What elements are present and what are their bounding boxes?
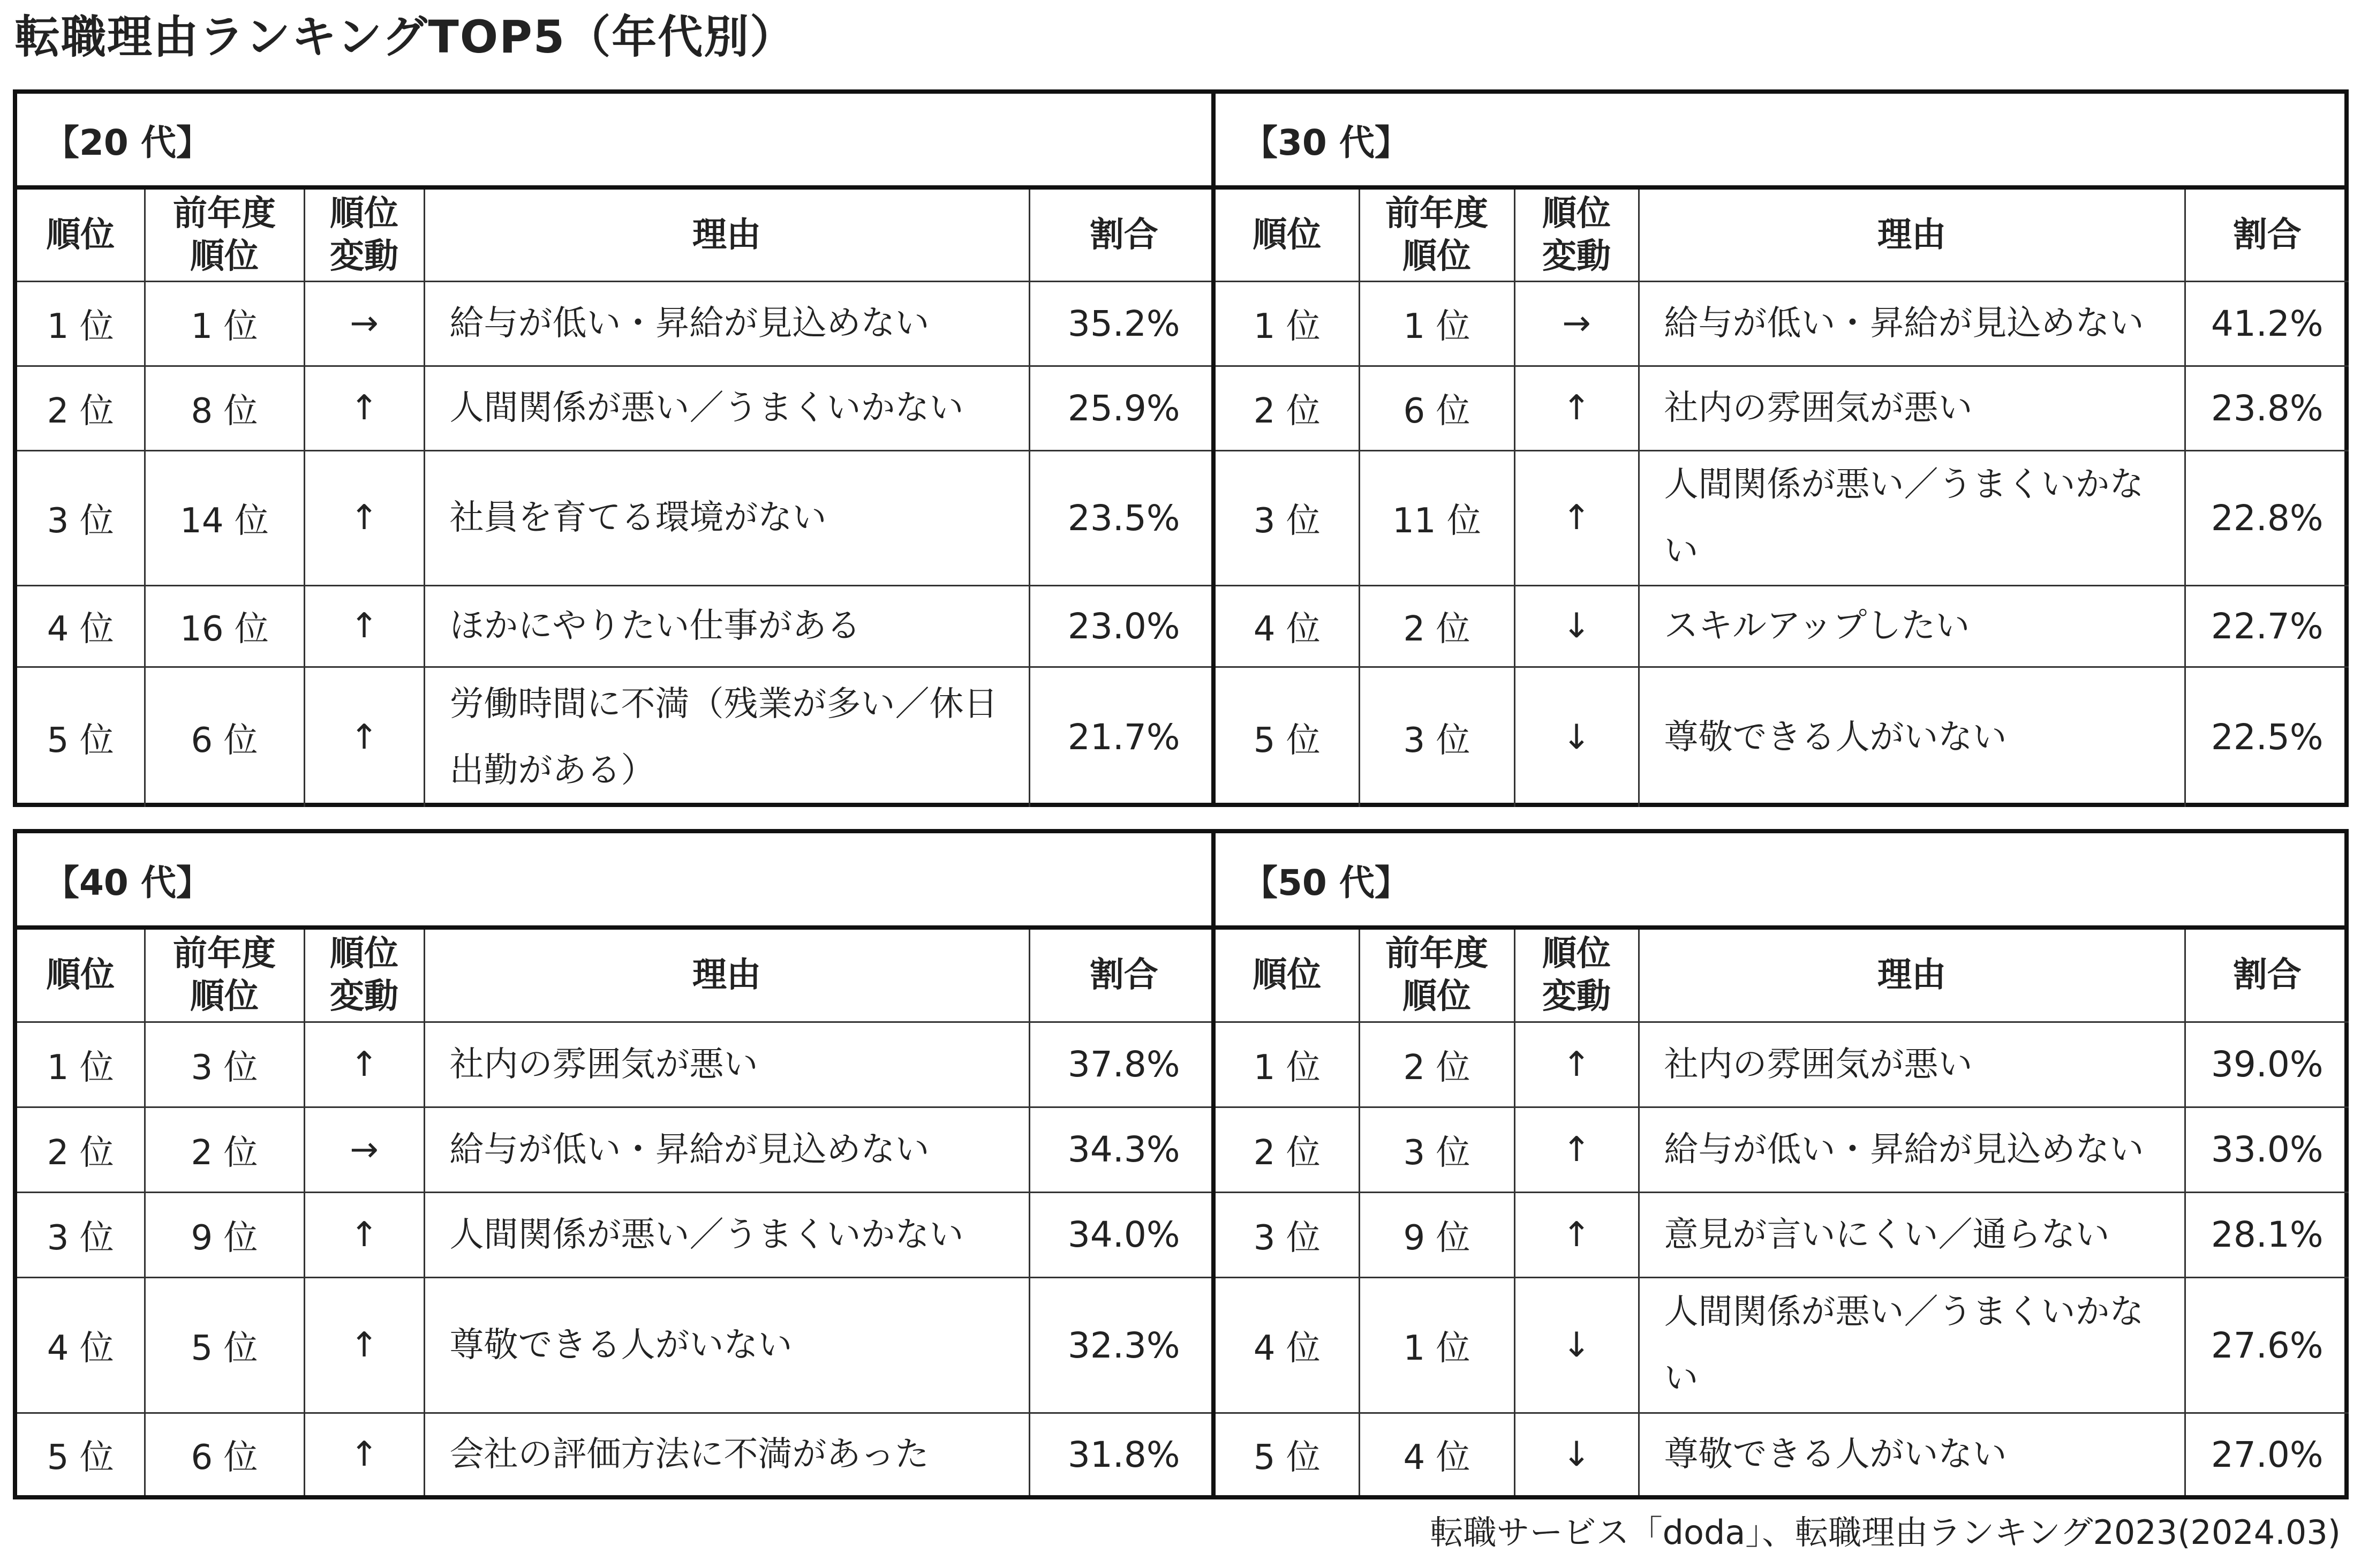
- rank-cell: 2 位: [17, 366, 145, 450]
- header-rank: 順位: [17, 187, 145, 281]
- prev-rank-cell: 1 位: [1359, 1277, 1514, 1413]
- header-rank-change: 順位 変動: [304, 928, 424, 1022]
- ranking-table: [17, 833, 1218, 1495]
- prev-rank-cell: 3 位: [1359, 667, 1514, 807]
- prev-rank-cell: 8 位: [145, 366, 304, 450]
- header-rank: 順位: [17, 928, 145, 1022]
- prev-rank-cell: 11 位: [1359, 450, 1514, 585]
- prev-rank-cell: 6 位: [1359, 366, 1514, 450]
- reason-cell: 給与が低い・昇給が見込めない: [1639, 281, 2185, 366]
- rank-change-arrow: ↑: [304, 667, 424, 807]
- rate-cell: 23.0%: [1029, 585, 1218, 667]
- header-prev-rank: 前年度 順位: [145, 928, 304, 1022]
- rank-change-arrow: ↓: [1514, 1277, 1639, 1413]
- prev-rank-cell: 3 位: [145, 1022, 304, 1107]
- prev-rank-cell: 1 位: [145, 281, 304, 366]
- rank-cell: 1 位: [17, 281, 145, 366]
- reason-cell: 給与が低い・昇給が見込めない: [424, 281, 1029, 366]
- rate-cell: 21.7%: [1029, 667, 1218, 807]
- reason-cell: ほかにやりたい仕事がある: [424, 585, 1029, 667]
- reason-cell: 尊敬できる人がいない: [1639, 667, 2185, 807]
- header-rank: 順位: [1216, 928, 1359, 1022]
- source-note: 転職サービス「doda」、転職理由ランキング2023(2024.03): [1430, 1513, 2341, 1552]
- rate-cell: 41.2%: [2185, 281, 2349, 366]
- table-row: [1216, 1413, 2349, 1495]
- rank-change-arrow: ↑: [304, 1022, 424, 1107]
- header-rank-change: 順位 変動: [1514, 928, 1639, 1022]
- table-row: [17, 1413, 1218, 1495]
- ranking-panel: [13, 89, 1218, 807]
- column-header-row: [1216, 928, 2349, 1022]
- table-row: [1216, 366, 2349, 450]
- prev-rank-cell: 2 位: [145, 1107, 304, 1192]
- rate-cell: 32.3%: [1029, 1277, 1218, 1413]
- prev-rank-cell: 9 位: [1359, 1192, 1514, 1277]
- prev-rank-cell: 3 位: [1359, 1107, 1514, 1192]
- reason-cell: 労働時間に不満（残業が多い／休日出勤がある）: [424, 667, 1029, 807]
- age-group-label: 【40 代】: [17, 833, 1218, 928]
- prev-rank-cell: 1 位: [1359, 281, 1514, 366]
- column-header-row: [17, 187, 1218, 281]
- rank-cell: 1 位: [17, 1022, 145, 1107]
- ranking-table: [1216, 94, 2349, 807]
- reason-cell: スキルアップしたい: [1639, 585, 2185, 667]
- header-rate: 割合: [2185, 187, 2349, 281]
- reason-cell: 尊敬できる人がいない: [424, 1277, 1029, 1413]
- rank-cell: 3 位: [17, 1192, 145, 1277]
- table-row: [17, 1192, 1218, 1277]
- age-group-label: 【30 代】: [1216, 94, 2349, 187]
- reason-cell: 人間関係が悪い／うまくいかない: [424, 1192, 1029, 1277]
- prev-rank-cell: 9 位: [145, 1192, 304, 1277]
- rank-change-arrow: ↑: [1514, 366, 1639, 450]
- rank-change-arrow: ↑: [1514, 1192, 1639, 1277]
- rank-change-arrow: →: [304, 1107, 424, 1192]
- table-row: [17, 366, 1218, 450]
- age-group-label: 【20 代】: [17, 94, 1218, 187]
- table-row: [17, 585, 1218, 667]
- rank-cell: 2 位: [1216, 366, 1359, 450]
- reason-cell: 給与が低い・昇給が見込めない: [424, 1107, 1029, 1192]
- prev-rank-cell: 14 位: [145, 450, 304, 585]
- reason-cell: 会社の評価方法に不満があった: [424, 1413, 1029, 1495]
- rank-change-arrow: ↓: [1514, 667, 1639, 807]
- ranking-panel: [13, 829, 1218, 1499]
- rank-change-arrow: →: [1514, 281, 1639, 366]
- rank-change-arrow: ↑: [304, 1277, 424, 1413]
- reason-cell: 社内の雰囲気が悪い: [1639, 366, 2185, 450]
- prev-rank-cell: 5 位: [145, 1277, 304, 1413]
- table-row: [17, 1022, 1218, 1107]
- rank-cell: 5 位: [17, 1413, 145, 1495]
- table-row: [17, 1277, 1218, 1413]
- table-row: [1216, 1022, 2349, 1107]
- rank-change-arrow: ↑: [304, 585, 424, 667]
- prev-rank-cell: 4 位: [1359, 1413, 1514, 1495]
- rate-cell: 34.0%: [1029, 1192, 1218, 1277]
- table-row: [1216, 1107, 2349, 1192]
- table-row: [1216, 1277, 2349, 1413]
- header-prev-rank: 前年度 順位: [145, 187, 304, 281]
- prev-rank-cell: 6 位: [145, 1413, 304, 1495]
- header-rank-change: 順位 変動: [1514, 187, 1639, 281]
- table-row: [17, 667, 1218, 807]
- prev-rank-cell: 2 位: [1359, 1022, 1514, 1107]
- rank-change-arrow: ↑: [304, 1192, 424, 1277]
- table-row: [17, 1107, 1218, 1192]
- reason-cell: 人間関係が悪い／うまくいかない: [424, 366, 1029, 450]
- rate-cell: 33.0%: [2185, 1107, 2349, 1192]
- reason-cell: 社内の雰囲気が悪い: [1639, 1022, 2185, 1107]
- header-prev-rank: 前年度 順位: [1359, 928, 1514, 1022]
- ranking-panel: [1211, 89, 2349, 807]
- rank-cell: 1 位: [1216, 281, 1359, 366]
- ranking-table: [1216, 833, 2349, 1495]
- reason-cell: 社員を育てる環境がない: [424, 450, 1029, 585]
- rank-change-arrow: ↑: [304, 450, 424, 585]
- rank-cell: 2 位: [17, 1107, 145, 1192]
- rank-change-arrow: ↑: [1514, 1107, 1639, 1192]
- rate-cell: 23.5%: [1029, 450, 1218, 585]
- rate-cell: 23.8%: [2185, 366, 2349, 450]
- header-prev-rank: 前年度 順位: [1359, 187, 1514, 281]
- rank-cell: 3 位: [1216, 450, 1359, 585]
- rank-cell: 5 位: [1216, 667, 1359, 807]
- rate-cell: 34.3%: [1029, 1107, 1218, 1192]
- rate-cell: 28.1%: [2185, 1192, 2349, 1277]
- reason-cell: 意見が言いにくい／通らない: [1639, 1192, 2185, 1277]
- reason-cell: 人間関係が悪い／うまくいかない: [1639, 450, 2185, 585]
- rate-cell: 39.0%: [2185, 1022, 2349, 1107]
- column-header-row: [17, 928, 1218, 1022]
- ranking-panel: [1211, 829, 2349, 1499]
- table-row: [1216, 1192, 2349, 1277]
- rank-change-arrow: ↑: [1514, 450, 1639, 585]
- rank-cell: 4 位: [1216, 1277, 1359, 1413]
- reason-cell: 給与が低い・昇給が見込めない: [1639, 1107, 2185, 1192]
- table-row: [17, 281, 1218, 366]
- header-reason: 理由: [1639, 928, 2185, 1022]
- header-reason: 理由: [424, 928, 1029, 1022]
- rate-cell: 27.0%: [2185, 1413, 2349, 1495]
- rank-cell: 5 位: [17, 667, 145, 807]
- table-row: [1216, 281, 2349, 366]
- rank-cell: 4 位: [17, 585, 145, 667]
- rank-cell: 5 位: [1216, 1413, 1359, 1495]
- rank-cell: 3 位: [1216, 1192, 1359, 1277]
- table-row: [1216, 585, 2349, 667]
- rank-change-arrow: ↓: [1514, 585, 1639, 667]
- prev-rank-cell: 2 位: [1359, 585, 1514, 667]
- prev-rank-cell: 16 位: [145, 585, 304, 667]
- rank-cell: 3 位: [17, 450, 145, 585]
- rate-cell: 22.8%: [2185, 450, 2349, 585]
- table-row: [17, 450, 1218, 585]
- page-title: 転職理由ランキングTOP5（年代別）: [15, 11, 796, 63]
- reason-cell: 人間関係が悪い／うまくいかない: [1639, 1277, 2185, 1413]
- ranking-table: [17, 94, 1218, 807]
- table-row: [1216, 667, 2349, 807]
- rank-cell: 1 位: [1216, 1022, 1359, 1107]
- rank-cell: 4 位: [1216, 585, 1359, 667]
- prev-rank-cell: 6 位: [145, 667, 304, 807]
- rank-cell: 4 位: [17, 1277, 145, 1413]
- rate-cell: 37.8%: [1029, 1022, 1218, 1107]
- rate-cell: 31.8%: [1029, 1413, 1218, 1495]
- rank-cell: 2 位: [1216, 1107, 1359, 1192]
- header-rate: 割合: [1029, 928, 1218, 1022]
- header-reason: 理由: [424, 187, 1029, 281]
- table-row: [1216, 450, 2349, 585]
- rate-cell: 25.9%: [1029, 366, 1218, 450]
- rate-cell: 27.6%: [2185, 1277, 2349, 1413]
- column-header-row: [1216, 187, 2349, 281]
- header-rank: 順位: [1216, 187, 1359, 281]
- header-rate: 割合: [2185, 928, 2349, 1022]
- rate-cell: 22.5%: [2185, 667, 2349, 807]
- rank-change-arrow: ↑: [1514, 1022, 1639, 1107]
- header-rank-change: 順位 変動: [304, 187, 424, 281]
- rate-cell: 35.2%: [1029, 281, 1218, 366]
- reason-cell: 社内の雰囲気が悪い: [424, 1022, 1029, 1107]
- rank-change-arrow: ↑: [304, 1413, 424, 1495]
- reason-cell: 尊敬できる人がいない: [1639, 1413, 2185, 1495]
- age-group-label: 【50 代】: [1216, 833, 2349, 928]
- rank-change-arrow: →: [304, 281, 424, 366]
- header-reason: 理由: [1639, 187, 2185, 281]
- rate-cell: 22.7%: [2185, 585, 2349, 667]
- header-rate: 割合: [1029, 187, 1218, 281]
- rank-change-arrow: ↑: [304, 366, 424, 450]
- rank-change-arrow: ↓: [1514, 1413, 1639, 1495]
